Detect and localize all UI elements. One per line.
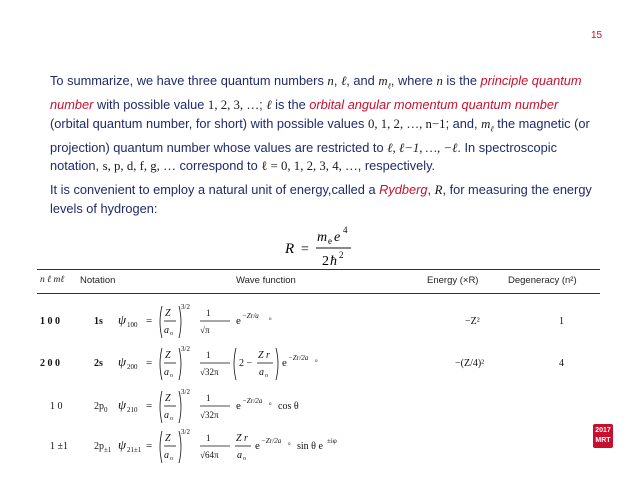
- column-header-wave-function: Wave function: [236, 275, 296, 286]
- svg-text:Z r: Z r: [236, 433, 248, 444]
- principle-quantum-number-term: principle quantum number: [50, 73, 582, 113]
- svg-text:2: 2: [322, 254, 329, 269]
- svg-text:e: e: [255, 440, 260, 452]
- svg-text:2 −: 2 −: [239, 358, 253, 369]
- svg-text:−Zr/2a: −Zr/2a: [288, 354, 309, 362]
- svg-text:a: a: [164, 410, 169, 421]
- svg-text:ψ: ψ: [118, 354, 127, 369]
- column-header-degeneracy: Degeneracy (n²): [508, 275, 577, 286]
- svg-text:−Zr/2a: −Zr/2a: [242, 397, 263, 405]
- svg-text:21±1: 21±1: [127, 446, 142, 454]
- page-number: 15: [591, 30, 603, 41]
- svg-text:ψ: ψ: [118, 397, 127, 412]
- svg-text:R: R: [285, 241, 295, 257]
- svg-text:a: a: [164, 325, 169, 336]
- svg-text:=: =: [146, 357, 153, 369]
- rydberg-formula: [283, 225, 363, 271]
- svg-text:3/2: 3/2: [181, 345, 190, 353]
- wave-function-2s: [118, 343, 418, 383]
- svg-text:o: o: [315, 359, 318, 364]
- svg-text:=: =: [301, 242, 309, 257]
- rydberg-paragraph: It is convenient to employ a natural unit of energy,called a Rydberg, R, for measuring the energy levels of hydrogen:: [50, 182, 592, 216]
- svg-text:=: =: [146, 440, 153, 452]
- svg-text:100: 100: [127, 321, 138, 329]
- svg-text:1: 1: [206, 433, 211, 443]
- svg-text:200: 200: [127, 363, 138, 371]
- svg-text:a: a: [164, 367, 169, 378]
- svg-text:e: e: [236, 400, 241, 412]
- summary-paragraph: To summarize, we have three quantum numbers n, ℓ, and $m_\ell$, where n is the principle quantum number with possible value 1, 2, 3, …; ℓ is the orbital angular momentum quantum number (orbital quantum number, for short) with possible values 0, 1, 2, …, n−1; and, $m_\ell$ the magnetic (or projection) quantum number whose values are restricted to ℓ, ℓ−1, …, −ℓ. In spectroscopic notation, s, p, d, f, g, … correspond to ℓ = 0, 1, 2, 3, 4, …, respectively.: [50, 73, 590, 174]
- svg-text:2: 2: [339, 250, 344, 260]
- svg-text:o: o: [170, 373, 173, 379]
- svg-text:√32π: √32π: [200, 410, 219, 420]
- svg-text:ψ: ψ: [118, 437, 127, 452]
- svg-text:e: e: [236, 315, 241, 327]
- svg-text:o: o: [288, 442, 291, 447]
- svg-text:o: o: [170, 331, 173, 337]
- rydberg-term: Rydberg: [379, 182, 428, 197]
- svg-text:o: o: [170, 416, 173, 422]
- orbital-quantum-number-term: orbital angular momentum quantum number: [309, 97, 559, 113]
- svg-text:Z: Z: [165, 308, 171, 319]
- svg-text:√π: √π: [200, 325, 210, 335]
- column-header-notation: Notation: [80, 275, 116, 286]
- svg-text:3/2: 3/2: [181, 303, 190, 311]
- svg-text:=: =: [146, 315, 153, 327]
- mrt-logo-badge: 2017 MRT: [593, 424, 613, 448]
- svg-text:ψ: ψ: [118, 312, 127, 327]
- wave-function-2p0: [118, 386, 418, 426]
- wave-function-2p-plus-minus-1: [118, 426, 418, 466]
- svg-text:a: a: [259, 367, 264, 378]
- column-header-quantum-numbers: n ℓ mℓ: [40, 275, 65, 285]
- svg-text:o: o: [269, 317, 272, 322]
- table-header-rule: [37, 293, 600, 294]
- svg-text:210: 210: [127, 406, 138, 414]
- svg-text:o: o: [265, 373, 268, 379]
- column-header-energy: Energy (×R): [427, 275, 479, 286]
- svg-text:e: e: [282, 357, 287, 369]
- svg-text:o: o: [269, 402, 272, 407]
- svg-text:a: a: [237, 450, 242, 461]
- svg-text:Z: Z: [165, 350, 171, 361]
- svg-text:Z: Z: [165, 433, 171, 444]
- wave-function-1s: [118, 301, 418, 341]
- svg-text:1: 1: [206, 308, 211, 318]
- svg-text:±iφ: ±iφ: [327, 437, 337, 445]
- table-top-rule: [37, 269, 600, 270]
- svg-text:3/2: 3/2: [181, 388, 190, 396]
- svg-text:√32π: √32π: [200, 367, 219, 377]
- svg-text:=: =: [146, 400, 153, 412]
- svg-text:−Zr/a: −Zr/a: [242, 312, 259, 320]
- svg-text:√64π: √64π: [200, 450, 219, 460]
- svg-text:e: e: [334, 230, 341, 245]
- svg-text:sin θ e: sin θ e: [297, 441, 323, 452]
- svg-text:Z: Z: [165, 393, 171, 404]
- svg-text:m: m: [317, 230, 328, 245]
- svg-text:3/2: 3/2: [181, 428, 190, 436]
- svg-text:o: o: [170, 456, 173, 462]
- svg-text:1: 1: [206, 350, 211, 360]
- svg-text:ħ: ħ: [330, 254, 337, 269]
- svg-text:4: 4: [343, 225, 348, 235]
- svg-text:−Zr/2a: −Zr/2a: [261, 437, 282, 445]
- svg-text:Z r: Z r: [258, 350, 270, 361]
- svg-text:1: 1: [206, 393, 211, 403]
- svg-text:e: e: [328, 236, 332, 246]
- svg-text:cos θ: cos θ: [278, 401, 299, 412]
- svg-text:a: a: [164, 450, 169, 461]
- svg-text:o: o: [243, 456, 246, 462]
